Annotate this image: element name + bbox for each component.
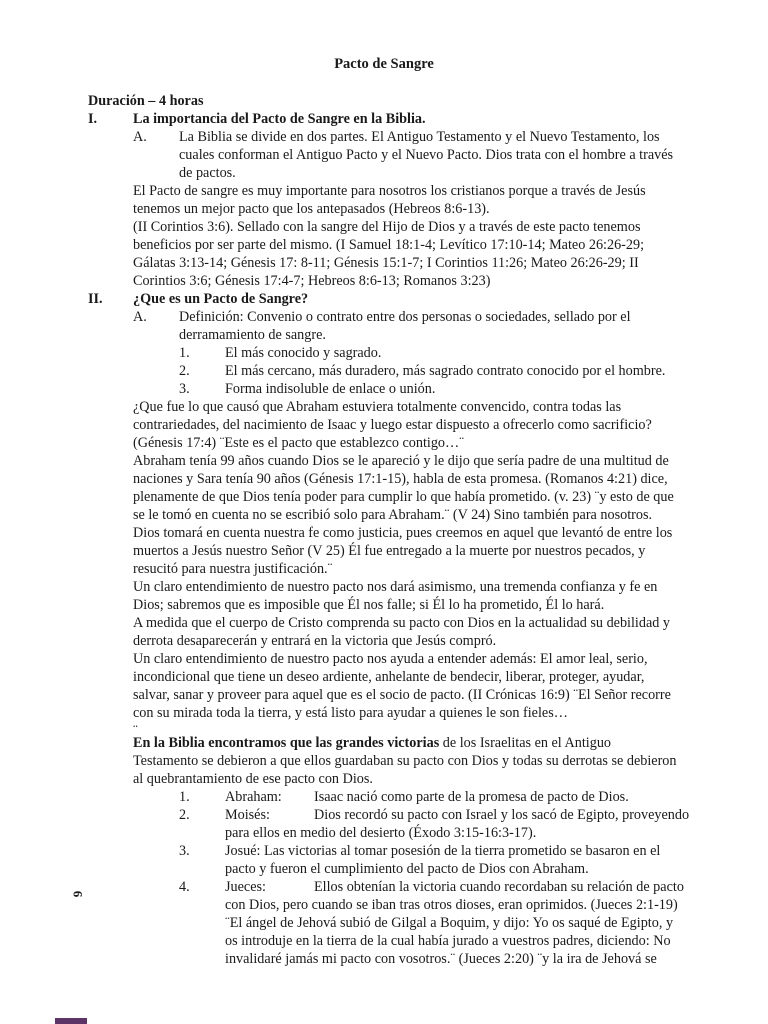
list-item-number: 2. [179, 363, 190, 379]
page-number: 6 [70, 890, 86, 898]
list-item-text: El más conocido y sagrado. [225, 345, 382, 361]
text-line: beneficios por ser parte del mismo. (I Samuel 18:1-4; Levítico 17:10-14; Mateo 26:26-29; [133, 237, 645, 253]
list-item-text: Josué: Las victorias al tomar posesión de la tierra prometido se basaron en el [225, 843, 661, 859]
list-item-text: invalidaré jamás mi pacto con vosotros.¨ (Jueces 2:20) ¨y la ira de Jehová se [225, 951, 657, 967]
text-line: se le tomó en cuenta no se escribió solo para Abraham.¨ (V 24) Sino también para nosotros. [133, 507, 653, 523]
bold-lead: En la Biblia encontramos que las grandes victorias [133, 735, 440, 751]
list-item-name: Jueces: [225, 879, 266, 895]
footer-accent-bar [55, 1018, 87, 1024]
text-line: Un claro entendimiento de nuestro pacto nos dará asimismo, una tremenda confianza y fe en [133, 579, 658, 595]
text-line: resucitó para nuestra justificación.¨ [133, 561, 333, 577]
text-line: Un claro entendimiento de nuestro pacto nos ayuda a entender además: El amor leal, serio, [133, 651, 648, 667]
list-item-text: pacto y fueron el cumplimiento del pacto de Dios con Abraham. [225, 861, 589, 877]
text-line: tenemos un mejor pacto que los antepasados (Hebreos 8:6-13). [133, 201, 490, 217]
text-line: incondicional que tiene un deseo ardiente, anhelante de bendecir, liberar, proteger, ayudar, [133, 669, 645, 685]
list-item-text: os introduje en la tierra de la cual había jurado a vuestros padres, diciendo: No [225, 933, 671, 949]
page-title: Pacto de Sangre [334, 56, 434, 72]
text-line: salvar, sanar y proveer para aquel que es el socio de pacto. (II Crónicas 16:9) ¨El Señor recorre [133, 687, 671, 703]
list-item-number: 3. [179, 381, 190, 397]
text-line: naciones y Sara tenía 90 años (Génesis 17:1-15), habla de esta promesa. (Romanos 4:21) dice, [133, 471, 668, 487]
section-1-paragraph [133, 182, 723, 290]
text-line: Corintios 3:6; Génesis 17:4-7; Hebreos 8:6-13; Romanos 3:23) [133, 273, 491, 289]
text-line: La Biblia se divide en dos partes. El Antiguo Testamento y el Nuevo Testamento, los [179, 129, 660, 145]
list-item-number: 4. [179, 879, 190, 895]
text-line: Abraham tenía 99 años cuando Dios se le apareció y le dijo que sería padre de una multitud de [133, 453, 669, 469]
text-line: Gálatas 3:13-14; Génesis 17: 8-11; Génesis 15:1-7; I Corintios 11:26; Mateo 26:26-29; II [133, 255, 639, 271]
text-line: Definición: Convenio o contrato entre dos personas o sociedades, sellado por el [179, 309, 631, 325]
list-item-text: para ellos en medio del desierto (Éxodo 3:15-16:3-17). [225, 825, 537, 841]
text-line: contrariedades, del nacimiento de Isaac y luego estar dispuesto a ofrecerlo como sacrificio? [133, 417, 652, 433]
list-item-text: ¨El ángel de Jehová subió de Gilgal a Boquim, y dijo: Yo os saqué de Egipto, y [225, 915, 674, 931]
text-line: derrota desaparecerán y entrará en la victoria que Jesús compró. [133, 633, 497, 649]
text-line: (Génesis 17:4) ¨Este es el pacto que establezco contigo…¨ [133, 435, 464, 451]
list-item-text: Isaac nació como parte de la promesa de pacto de Dios. [314, 789, 629, 805]
list-item-number: 1. [179, 789, 190, 805]
list-item-text: con Dios, pero cuando se iban tras otros dioses, eran oprimidos. (Jueces 2:1-19) [225, 897, 678, 913]
list-item-number: 2. [179, 807, 190, 823]
text-line: cuales conforman el Antiguo Pacto y el Nuevo Pacto. Dios trata con el hombre a través [179, 147, 674, 163]
list-item-text: El más cercano, más duradero, más sagrado contrato conocido por el hombre. [225, 363, 666, 379]
section-1-heading: La importancia del Pacto de Sangre en la Biblia. [133, 111, 426, 127]
text-line: de pactos. [179, 165, 236, 181]
section-2-body [133, 398, 723, 740]
section-2-number: II. [88, 291, 103, 307]
text-line: plenamente de que Dios tenía poder para cumplir lo que había prometido. (v. 23) ¨y esto de que [133, 489, 674, 505]
text-line: con su mirada toda la tierra, y está listo para ayudar a quienes le son fieles… [133, 705, 568, 721]
list-item-text: Dios recordó su pacto con Israel y los sacó de Egipto, proveyendo [314, 807, 690, 823]
text-line [133, 734, 723, 752]
section-2-a-label: A. [133, 309, 147, 325]
section-2-heading: ¿Que es un Pacto de Sangre? [133, 291, 309, 307]
section-1-a-label: A. [133, 129, 147, 145]
list-item-number: 1. [179, 345, 190, 361]
text-line: ¿Que fue lo que causó que Abraham estuviera totalmente convencido, contra todas las [133, 399, 622, 415]
text-line: muertos a Jesús nuestro Señor (V 25) Él fue entregado a la muerte por nuestros pecados, y [133, 543, 646, 559]
list-item-number: 3. [179, 843, 190, 859]
text-line: Dios; sabremos que es imposible que Él nos falle; si Él lo ha prometido, Él lo hará. [133, 597, 605, 613]
lead-rest: de los Israelitas en el Antiguo [439, 735, 612, 751]
text-line: Testamento se debieron a que ellos guardaban su pacto con Dios y todas su derrotas se debieron [133, 753, 677, 769]
section-2-a-text [179, 308, 768, 344]
text-line: ¨ [133, 723, 138, 739]
text-line: derramamiento de sangre. [179, 327, 326, 343]
duration-label: Duración – 4 horas [88, 93, 204, 109]
list-item-name: Abraham: [225, 789, 282, 805]
text-line: El Pacto de sangre es muy importante para nosotros los cristianos porque a través de Jesús [133, 183, 646, 199]
victories-paragraph [133, 734, 723, 788]
text-line: A medida que el cuerpo de Cristo comprenda su pacto con Dios en la actualidad su debilidad y [133, 615, 670, 631]
text-line: (II Corintios 3:6). Sellado con la sangre del Hijo de Dios y a través de este pacto tenemos [133, 219, 641, 235]
section-1-a-text [179, 128, 768, 182]
text-line: al quebrantamiento de ese pacto con Dios. [133, 771, 373, 787]
list-item-text: Ellos obtenían la victoria cuando recordaban su relación de pacto [314, 879, 684, 895]
list-item-text: Forma indisoluble de enlace o unión. [225, 381, 436, 397]
section-1-number: I. [88, 111, 98, 127]
text-line: Dios tomará en cuenta nuestra fe como justicia, pues creemos en aquel que levantó de entre los [133, 525, 673, 541]
list-item-name: Moisés: [225, 807, 270, 823]
